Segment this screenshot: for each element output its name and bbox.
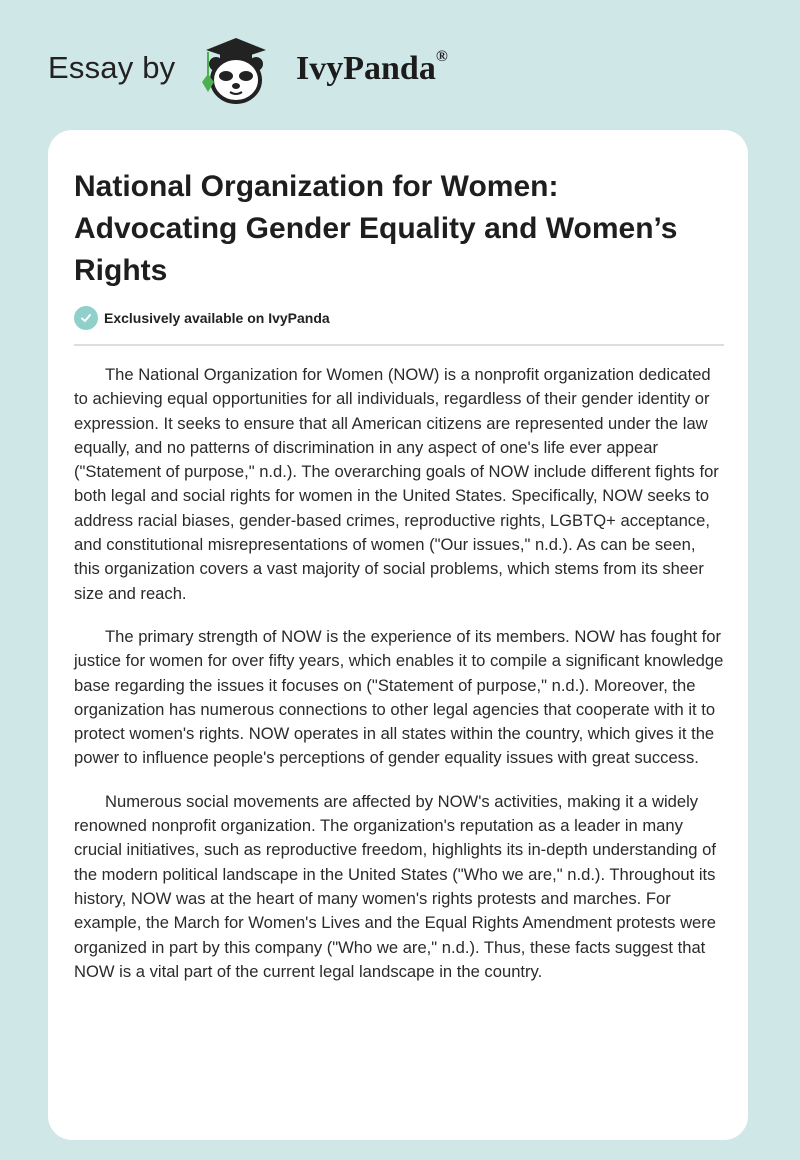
brand-text: IvyPanda — [296, 50, 436, 87]
badge-text: Exclusively available on IvyPanda — [104, 310, 330, 326]
essay-by-label: Essay by — [48, 50, 176, 85]
paragraph: The primary strength of NOW is the experience of its members. NOW has fought for justice for women for over fifty years, which enables it to compile a significant knowledge base regarding the issues it focuses on ("Statement of purpose," n.d.). Moreover, the organization has numerous connections to other legal agencies that cooperate with it to protect women's rights. NOW operates in all states within the country, which gives it the power to influence people's perceptions of gender equality issues with great success. — [74, 626, 724, 768]
check-icon — [74, 306, 98, 330]
divider — [74, 344, 724, 346]
site-header — [0, 28, 800, 108]
essay-body — [74, 363, 724, 1003]
exclusive-badge — [74, 306, 330, 330]
paragraph: The National Organization for Women (NOW) is a nonprofit organization dedicated to achieving equal opportunities for all individuals, regardless of their gender identity or expression. It seeks to ensure that all American citizens are represented under the law equally, and no patterns of discrimination in any aspect of one's life ever appear ("Statement of purpose," n.d.). The overarching goals of NOW include different fights for both legal and social rights for women in the United States. Specifically, NOW seeks to address racial biases, gender-based crimes, reproductive rights, LGBTQ+ acceptance, and constitutional misrepresentations of women ("Our issues," n.d.). As can be seen, this organization covers a vast majority of social problems, which stems from its sheer size and reach. — [74, 365, 719, 603]
essay-card — [48, 130, 748, 1140]
page-title: National Organization for Women: Advocating Gender Equality and Women’s Rights — [74, 170, 678, 287]
registered-mark: ® — [435, 48, 448, 65]
paragraph: Numerous social movements are affected by NOW's activities, making it a widely renowned nonprofit organization. The organization's reputation as a leader in many crucial initiatives, such as reproductive freedom, highlights its in-depth understanding of the modern political landscape in the United States ("Who we are," n.d.). Throughout its history, NOW was at the heart of many women's rights protests and marches. For example, the March for Women's Lives and the Equal Rights Amendment protests were organized in part by this company ("Who we are," n.d.). Thus, these facts suggest that NOW is a vital part of the current legal landscape in the country. — [74, 791, 717, 981]
panda-graduate-logo-icon[interactable] — [200, 34, 270, 106]
brand-name[interactable] — [296, 50, 448, 88]
